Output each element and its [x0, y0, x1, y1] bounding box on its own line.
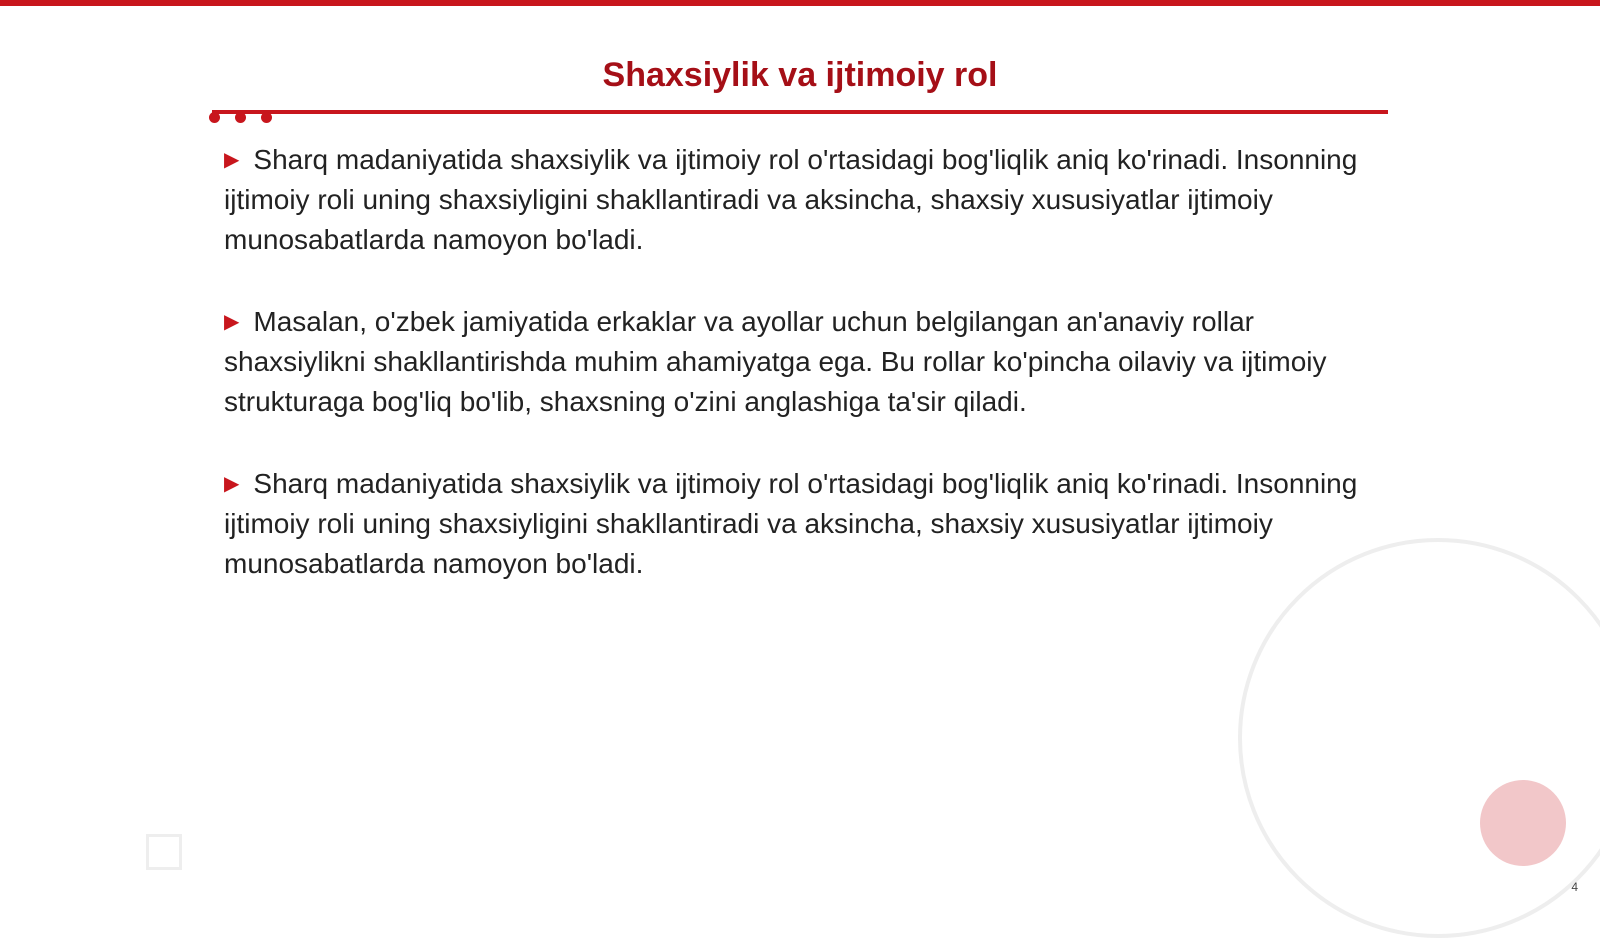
bullet-item-3 — [224, 464, 1374, 584]
bullet-list — [224, 140, 1374, 626]
triangle-bullet-icon: ▶ — [224, 473, 240, 495]
title-underline-dot-3 — [261, 112, 272, 123]
top-accent-bar — [0, 0, 1600, 6]
decorative-square-outline — [146, 834, 182, 870]
page-number: 4 — [1571, 880, 1578, 894]
bullet-text-3: Sharq madaniyatida shaxsiylik va ijtimoiy rol o'rtasidagi bog'liqlik aniq ko'rinadi. Insonning ijtimoiy roli uning shaxsiyligini shakllantiradi va aksincha, shaxsiy xususiyatlar ijtimoiy munosabatlarda namoyon bo'ladi. — [224, 468, 1358, 579]
bullet-item-1 — [224, 140, 1374, 260]
bullet-item-2 — [224, 302, 1374, 422]
title-underline-dot-2 — [235, 112, 246, 123]
title-underline — [212, 110, 1388, 114]
bullet-text-2: Masalan, o'zbek jamiyatida erkaklar va ayollar uchun belgilangan an'anaviy rollar shaxsiylikni shakllantirishda muhim ahamiyatga ega. Bu rollar ko'pincha oilaviy va ijtimoiy strukturaga bog'liq bo'lib, shaxsning o'zini anglashiga ta'sir qiladi. — [224, 306, 1327, 417]
decorative-pink-circle — [1480, 780, 1566, 866]
slide-title: Shaxsiylik va ijtimoiy rol — [602, 56, 998, 94]
triangle-bullet-icon: ▶ — [224, 149, 240, 171]
title-underline-dot-1 — [209, 112, 220, 123]
bullet-text-1: Sharq madaniyatida shaxsiylik va ijtimoiy rol o'rtasidagi bog'liqlik aniq ko'rinadi. Insonning ijtimoiy roli uning shaxsiyligini shakllantiradi va aksincha, shaxsiy xususiyatlar ijtimoiy munosabatlarda namoyon bo'ladi. — [224, 144, 1358, 255]
triangle-bullet-icon: ▶ — [224, 311, 240, 333]
